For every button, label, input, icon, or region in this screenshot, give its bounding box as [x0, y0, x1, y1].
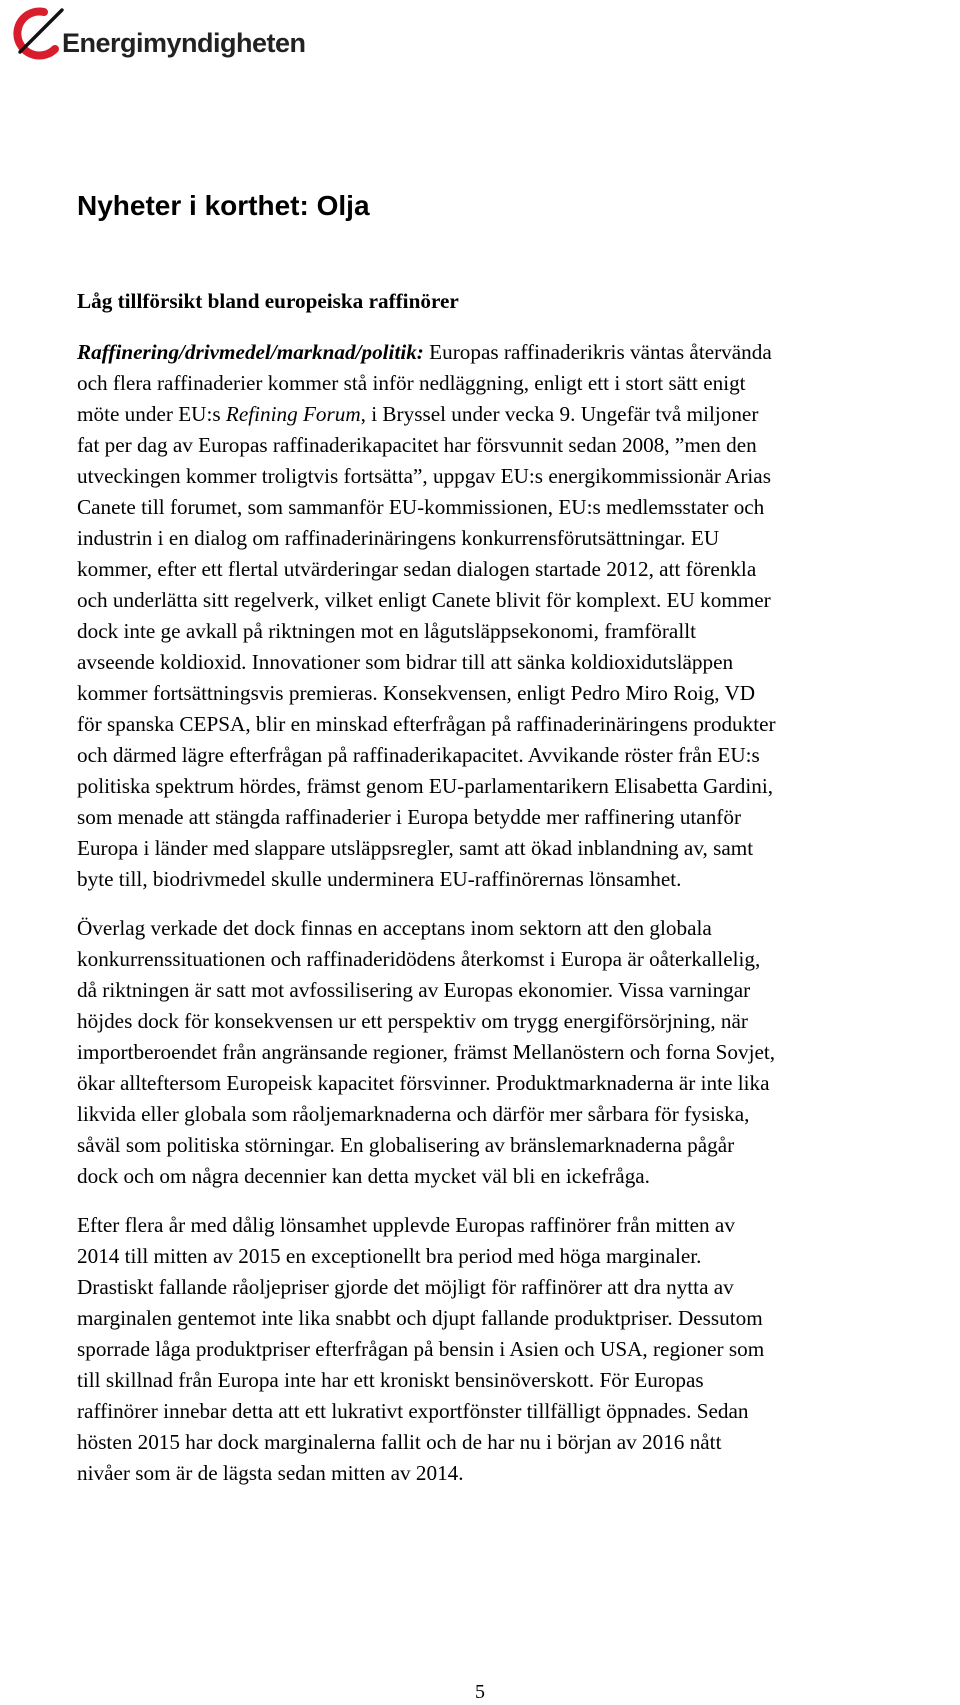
paragraph-2 — [77, 913, 957, 1192]
text-line: hösten 2015 har dock marginalerna fallit och de har nu i början av 2016 nått — [77, 1430, 722, 1454]
article-title: Låg tillförsikt bland europeiska raffinörer — [77, 289, 459, 313]
logo — [8, 4, 306, 66]
page-title: Nyheter i korthet: Olja — [77, 190, 370, 221]
text-line: Drastiskt fallande råoljepriser gjorde det möjligt för raffinörer att dra nytta av — [77, 1275, 734, 1299]
page-number: 5 — [475, 1681, 485, 1703]
text-line: sporrade låga produktpriser efterfrågan på bensin i Asien och USA, regioner som — [77, 1337, 765, 1361]
energimyndigheten-logo-icon — [8, 4, 66, 66]
forum-name: Refining Forum — [225, 402, 361, 426]
text-line: Efter flera år med dålig lönsamhet upplevde Europas raffinörer från mitten av — [77, 1213, 735, 1237]
text-line: och underlätta sitt regelverk, vilket enligt Canete blivit för komplext. EU kommer — [77, 588, 771, 612]
text-line: kommer fortsättningsvis premieras. Konsekvensen, enligt Pedro Miro Roig, VD — [77, 681, 756, 705]
text-line: kommer, efter ett flertal utvärderingar sedan dialogen startade 2012, att förenkla — [77, 557, 757, 581]
text-line: politiska spektrum hördes, främst genom EU-parlamentarikern Elisabetta Gardini, — [77, 774, 774, 798]
category-keyword: Raffinering/drivmedel/marknad/politik: — [77, 340, 424, 364]
text-line: ökar allteftersom Europeisk kapacitet försvinner. Produktmarknaderna är inte lika — [77, 1071, 770, 1095]
logo-text: Energimyndigheten — [62, 27, 306, 58]
text-span: Europas raffinaderikris väntas återvända — [423, 340, 772, 364]
text-line: såväl som politiska störningar. En globalisering av bränslemarknaderna pågår — [77, 1133, 735, 1157]
text-line: industrin i en dialog om raffinaderinäringens konkurrensförutsättningar. EU — [77, 526, 720, 550]
text-line: fat per dag av Europas raffinaderikapacitet har försvunnit sedan 2008, ”men den — [77, 433, 757, 457]
text-line: Europa i länder med slappare utsläppsregler, samt att ökad inblandning av, samt — [77, 836, 754, 860]
text-line: dock inte ge avkall på riktningen mot en lågutsläppsekonomi, framförallt — [77, 619, 696, 643]
text-line: utveckingen kommer troligtvis fortsätta”, uppgav EU:s energikommissionär Arias — [77, 464, 771, 488]
text-line: Överlag verkade det dock finnas en acceptans inom sektorn att den globala — [77, 916, 712, 940]
text-line: avseende koldioxid. Innovationer som bidrar till att sänka koldioxidutsläppen — [77, 650, 734, 674]
text-line: Canete till forumet, som sammanför EU-kommissionen, EU:s medlemsstater och — [77, 495, 765, 519]
text-line — [77, 337, 957, 368]
paragraph-3 — [77, 1210, 957, 1489]
text-line: och därmed lägre efterfrågan på raffinaderikapacitet. Avvikande röster från EU:s — [77, 743, 760, 767]
text-line: likvida eller globala som råoljemarknaderna och därför mer sårbara för fysiska, — [77, 1102, 750, 1126]
text-line: konkurrenssituationen och raffinaderidödens återkomst i Europa är oåterkallelig, — [77, 947, 761, 971]
text-span: möte under EU:s — [77, 402, 226, 426]
text-line: och flera raffinaderier kommer stå inför nedläggning, enligt ett i stort sätt enigt — [77, 371, 746, 395]
text-line: importberoendet från angränsande regioner, främst Mellanöstern och forna Sovjet, — [77, 1040, 776, 1064]
text-line: dock och om några decennier kan detta mycket väl bli en ickefråga. — [77, 1164, 650, 1188]
text-line: för spanska CEPSA, blir en minskad efterfrågan på raffinaderinäringens produkter — [77, 712, 776, 736]
text-span: , i Bryssel under vecka 9. Ungefär två miljoner — [360, 402, 759, 426]
paragraph-1 — [77, 337, 957, 895]
text-line: 2014 till mitten av 2015 en exceptionellt bra period med höga marginaler. — [77, 1244, 702, 1268]
text-line: nivåer som är de lägsta sedan mitten av 2014. — [77, 1461, 464, 1485]
text-line: raffinörer innebar detta att ett lukrativt exportfönster tillfälligt öppnades. Sedan — [77, 1399, 749, 1423]
text-line: då riktningen är satt mot avfossilisering av Europas ekonomier. Vissa varningar — [77, 978, 751, 1002]
text-line — [77, 399, 957, 430]
text-line: byte till, biodrivmedel skulle underminera EU-raffinörernas lönsamhet. — [77, 867, 682, 891]
text-line: som menade att stängda raffinaderier i Europa betydde mer raffinering utanför — [77, 805, 742, 829]
text-line: till skillnad från Europa inte har ett kroniskt bensinöverskott. För Europas — [77, 1368, 704, 1392]
text-line: höjdes dock för konsekvensen ur ett perspektiv om trygg energiförsörjning, när — [77, 1009, 748, 1033]
text-line: marginalen gentemot inte lika snabbt och djupt fallande produktpriser. Dessutom — [77, 1306, 763, 1330]
article — [77, 286, 957, 1507]
